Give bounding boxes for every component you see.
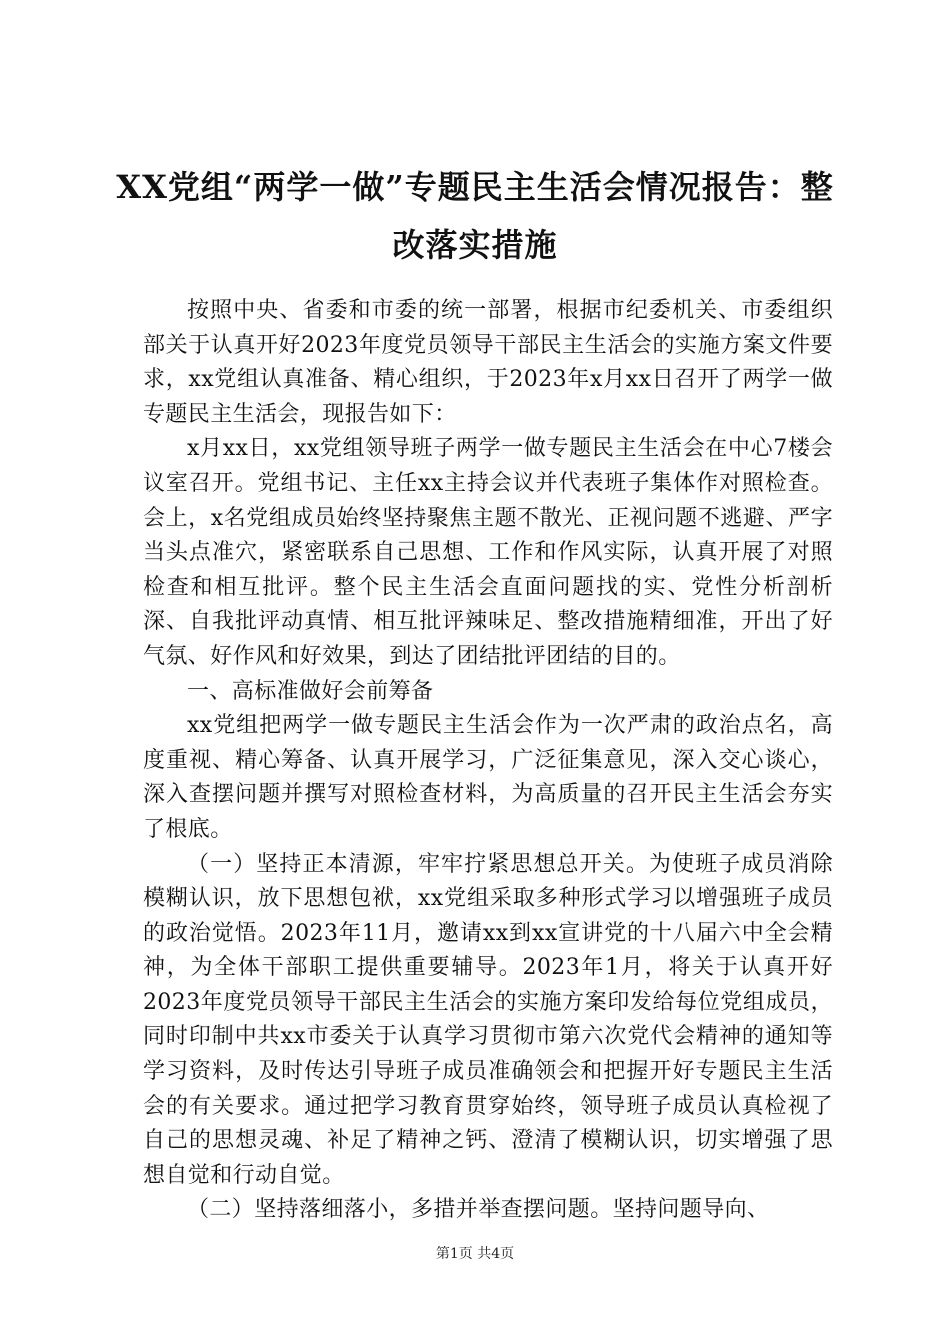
paragraph-meeting-summary: x月xx日，xx党组领导班子两学一做专题民主生活会在中心7楼会议室召开。党组书记、主任xx主持会议并代表班子集体作对照检查。会上，x名党组成员始终坚持聚焦主题不散光、正视问题不逃避、严字当头点准穴，紧密联系自己思想、工作和作风实际，认真开展了对照检查和相互批评。整个民主生活会直面问题找的实、党性分析剖析深、自我批评动真情、相互批评辣味足、整改措施精细准，开出了好气氛、好作风和好效果，到达了团结批评团结的目的。: [143, 436, 833, 669]
paragraph-item-2: （二）坚持落细落小，多措并举查摆问题。坚持问题导向、: [187, 1197, 770, 1223]
page-footer: 第1页 共4页: [435, 1246, 515, 1262]
paragraph-item-1: （一）坚持正本清源，牢牢拧紧思想总开关。为使班子成员消除模糊认识，放下思想包袱，xx党组采取多种形式学习以增强班子成员的政治觉悟。2023年11月，邀请xx到xx宣讲党的十八届六中全会精神，为全体干部职工提供重要辅导。2023年1月，将关于认真开好2023年度党员领导干部民主生活会的实施方案印发给每位党组成员，同时印制中共xx市委关于认真学习贯彻市第六次党代会精神的通知等学习资料，及时传达引导班子成员准确领会和把握开好专题民主生活会的有关要求。通过把学习教育贯穿始终，领导班子成员认真检视了自己的思想灵魂、补足了精神之钙、澄清了模糊认识，切实增强了思想自觉和行动自觉。: [143, 851, 833, 1188]
document-body: [143, 294, 833, 1228]
paragraph-preparation: xx党组把两学一做专题民主生活会作为一次严肃的政治点名，高度重视、精心筹备、认真开展学习，广泛征集意见，深入交心谈心，深入查摆问题并撰写对照检查材料，为高质量的召开民主生活会夯实了根底。: [143, 713, 833, 842]
document-title: XX党组“两学一做”专题民主生活会情况报告：整改落实措施: [116, 168, 834, 264]
section-heading-1: 一、高标准做好会前筹备: [187, 678, 434, 704]
paragraph-intro: 按照中央、省委和市委的统一部署，根据市纪委机关、市委组织部关于认真开好2023年度党员领导干部民主生活会的实施方案文件要求，xx党组认真准备、精心组织，于2023年x月xx日召开了两学一做专题民主生活会，现报告如下：: [143, 298, 833, 427]
